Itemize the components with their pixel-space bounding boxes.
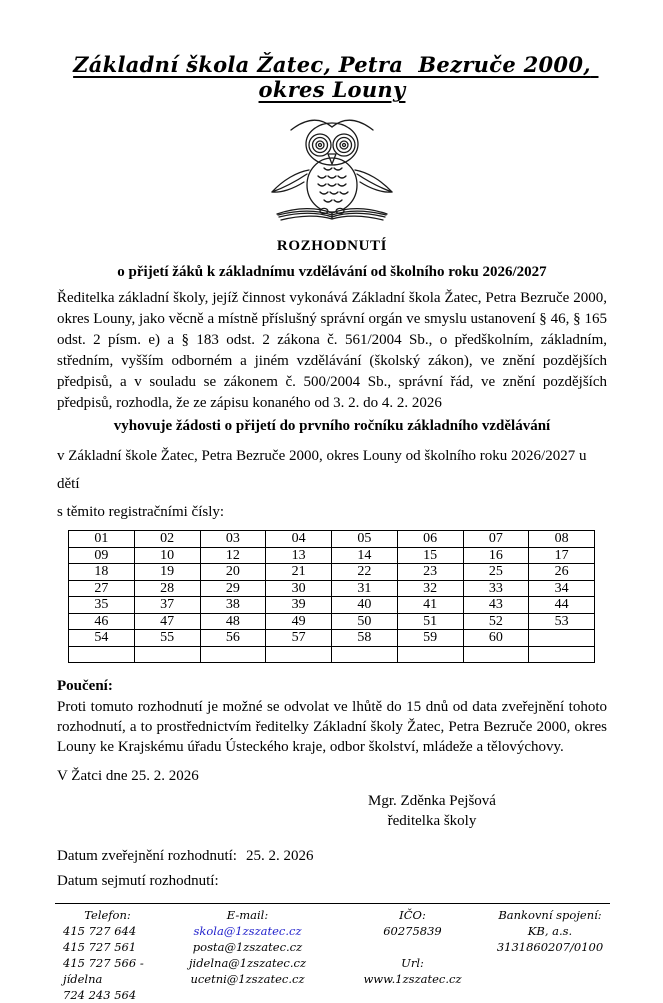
registration-number-cell: 38	[200, 597, 266, 614]
scope-line-2: s těmito registračními čísly:	[57, 504, 225, 520]
footer-line: posta@1zszatec.cz	[192, 940, 303, 954]
registration-number-cell: 51	[397, 613, 463, 630]
registration-number-cell: 50	[332, 613, 398, 630]
signatory-title: ředitelka školy	[387, 813, 477, 829]
table-row	[69, 531, 595, 548]
table-row	[69, 613, 595, 630]
footer-line: 60275839	[383, 924, 442, 938]
footer-line: 415 727 566 - jídelna	[63, 956, 144, 986]
table-row	[69, 630, 595, 647]
scope-line-1: v Základní škole Žatec, Petra Bezruče 2000, okres Louny od školního roku 2026/2027 u dětí	[57, 448, 587, 492]
registration-number-cell: 29	[200, 580, 266, 597]
registration-number-cell: 16	[463, 547, 529, 564]
footer-line	[490, 955, 610, 971]
owl-logo	[57, 110, 607, 222]
footer-line: www.1zszatec.cz	[363, 972, 462, 986]
advisory-label: Poučení:	[57, 678, 113, 694]
registration-number-cell: 20	[200, 564, 266, 581]
registration-number-cell: 18	[69, 564, 135, 581]
registration-number-cell	[134, 646, 200, 663]
registration-number-cell	[332, 646, 398, 663]
registration-number-cell: 23	[397, 564, 463, 581]
removal-date-line	[57, 871, 607, 892]
school-name-title: Základní škola Žatec, Petra Bezruče 2000, okres Louny	[73, 52, 599, 102]
registration-number-cell: 03	[200, 531, 266, 548]
registration-number-cell: 06	[397, 531, 463, 548]
registration-number-cell: 30	[266, 580, 332, 597]
footer-line	[335, 939, 490, 955]
registration-number-cell	[200, 646, 266, 663]
registration-number-cell: 21	[266, 564, 332, 581]
registration-number-cell: 58	[332, 630, 398, 647]
signature-block	[297, 791, 567, 831]
registration-number-cell: 34	[529, 580, 595, 597]
registration-number-cell: 12	[200, 547, 266, 564]
table-row	[69, 597, 595, 614]
footer-line: KB, a.s.	[527, 924, 573, 938]
registration-number-cell: 15	[397, 547, 463, 564]
registration-number-cell: 19	[134, 564, 200, 581]
registration-number-cell: 17	[529, 547, 595, 564]
registration-number-cell	[529, 630, 595, 647]
registration-number-cell: 04	[266, 531, 332, 548]
footer-line: 415 727 561	[63, 940, 137, 954]
registration-number-cell: 08	[529, 531, 595, 548]
footer-column	[335, 907, 490, 1003]
registration-number-cell: 27	[69, 580, 135, 597]
registration-number-cell: 31	[332, 580, 398, 597]
registration-number-cell: 32	[397, 580, 463, 597]
registration-number-cell: 22	[332, 564, 398, 581]
footer-column	[160, 907, 335, 1003]
registration-number-cell: 56	[200, 630, 266, 647]
registration-number-cell: 26	[529, 564, 595, 581]
decision-subtitle: o přijetí žáků k základnímu vzdělávání od školního roku 2026/2027	[117, 264, 547, 280]
registration-number-cell: 40	[332, 597, 398, 614]
registration-number-cell: 57	[266, 630, 332, 647]
registration-number-cell	[397, 646, 463, 663]
registration-number-cell: 48	[200, 613, 266, 630]
place-date: V Žatci dne 25. 2. 2026	[57, 768, 199, 784]
registration-number-cell: 28	[134, 580, 200, 597]
registration-number-cell: 09	[69, 547, 135, 564]
table-row	[69, 580, 595, 597]
registration-number-cell: 39	[266, 597, 332, 614]
footer-line: 3131860207/0100	[496, 940, 604, 954]
registration-number-cell: 55	[134, 630, 200, 647]
footer-column	[55, 907, 160, 1003]
registration-number-cell: 02	[134, 531, 200, 548]
footer-line: jidelna@1zszatec.cz	[188, 956, 307, 970]
registration-number-cell: 43	[463, 597, 529, 614]
registration-number-cell	[463, 646, 529, 663]
email-link[interactable]: skola@1zszatec.cz	[193, 924, 302, 938]
registration-number-cell: 05	[332, 531, 398, 548]
registration-number-cell	[69, 646, 135, 663]
registration-number-cell: 25	[463, 564, 529, 581]
registration-number-cell: 44	[529, 597, 595, 614]
decision-body: Ředitelka základní školy, jejíž činnost vykonává Základní škola Žatec, Petra Bezruče 2000, okres Louny, jako věcně a místně příslušný správní orgán ve smyslu ustanovení § 46, § 165 odst. 2 písm. e) a § 183 odst. 2 zákona č. 561/2004 Sb., o předškolním, základním, středním, vyšším odborném a jiném vzdělávání (školský zákon), ve znění pozdějších předpisů, a v souladu se zákonem č. 500/2004 Sb., správní řád, ve znění pozdějších předpisů, rozhodla, že ze zápisu konaného od 3. 2. do 4. 2. 2026	[57, 290, 607, 411]
registration-number-cell: 49	[266, 613, 332, 630]
table-row	[69, 646, 595, 663]
registration-number-cell: 07	[463, 531, 529, 548]
footer-line: ucetni@1zszatec.cz	[190, 972, 305, 986]
registration-number-cell: 54	[69, 630, 135, 647]
publication-date-value: 25. 2. 2026	[245, 848, 314, 864]
footer-column	[490, 907, 610, 1003]
scope-paragraph	[57, 442, 607, 526]
table-row	[69, 564, 595, 581]
registration-number-cell: 52	[463, 613, 529, 630]
removal-date-label: Datum sejmutí rozhodnutí:	[57, 873, 219, 889]
registration-number-cell: 41	[397, 597, 463, 614]
registration-number-cell	[266, 646, 332, 663]
registration-table	[68, 530, 595, 663]
registration-number-cell: 47	[134, 613, 200, 630]
registration-number-cell: 60	[463, 630, 529, 647]
registration-number-cell: 35	[69, 597, 135, 614]
footer-line: 415 727 644	[63, 924, 137, 938]
registration-number-cell: 59	[397, 630, 463, 647]
footer-line: Url:	[401, 956, 424, 970]
registration-number-cell: 01	[69, 531, 135, 548]
footer-column-label: E-mail:	[226, 908, 269, 922]
registration-number-cell: 33	[463, 580, 529, 597]
registration-number-cell: 14	[332, 547, 398, 564]
publication-date-line	[57, 846, 607, 867]
footer-column-label: Telefon:	[84, 908, 131, 922]
footer	[55, 903, 610, 1003]
advisory-text: Proti tomuto rozhodnutí je možné se odvolat ve lhůtě do 15 dnů od data zveřejnění tohoto rozhodnutí, a to prostřednictvím ředitelky Základní školy Žatec, Petra Bezruče 2000, okres Louny ke Krajskému úřadu Ústeckého kraje, odbor školství, mládeže a tělovýchovy.	[57, 699, 607, 755]
footer-line: 724 243 564	[63, 988, 137, 1002]
signatory-name: Mgr. Zděnka Pejšová	[368, 793, 496, 809]
registration-number-cell: 53	[529, 613, 595, 630]
grant-line: vyhovuje žádosti o přijetí do prvního ročníku základního vzdělávání	[113, 418, 551, 434]
registration-number-cell: 13	[266, 547, 332, 564]
registration-number-cell: 37	[134, 597, 200, 614]
registration-table-body	[69, 531, 595, 663]
decision-title: ROZHODNUTÍ	[276, 238, 388, 254]
footer-column-label: IČO:	[399, 908, 426, 922]
table-row	[69, 547, 595, 564]
footer-line	[490, 971, 610, 987]
registration-number-cell	[529, 646, 595, 663]
footer-column-label: Bankovní spojení:	[498, 908, 602, 922]
registration-number-cell: 10	[134, 547, 200, 564]
registration-number-cell: 46	[69, 613, 135, 630]
publication-date-label: Datum zveřejnění rozhodnutí:	[57, 848, 237, 864]
